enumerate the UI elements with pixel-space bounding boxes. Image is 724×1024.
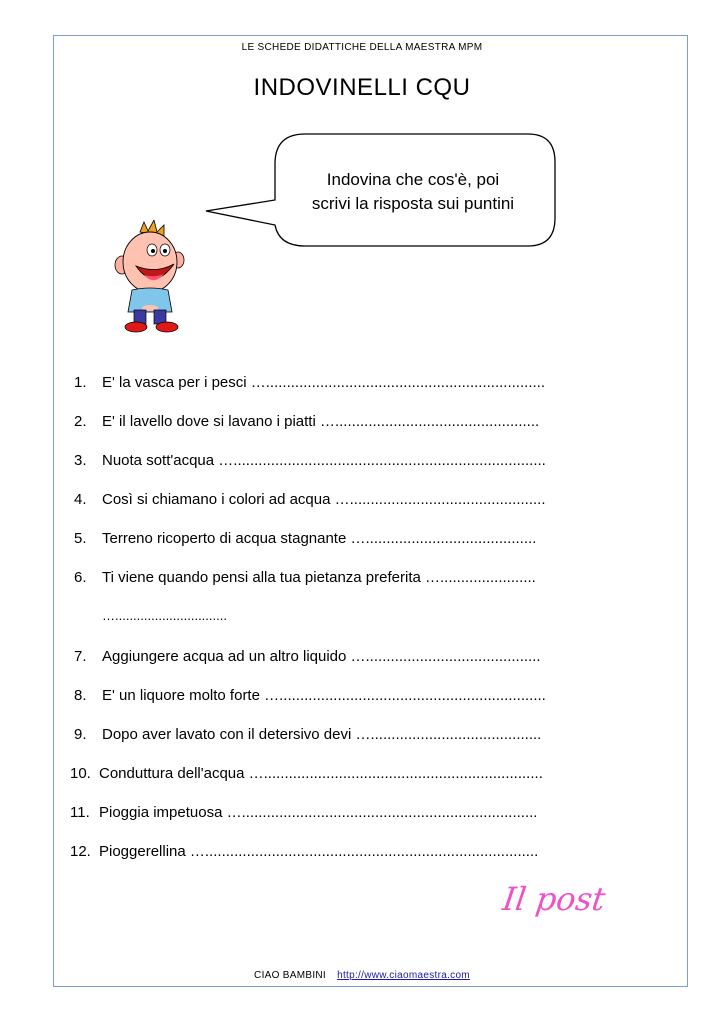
riddle-item-continuation: …............................... xyxy=(102,608,227,623)
riddle-item: 7. Aggiungere acqua ad un altro liquido ….......................................... xyxy=(74,648,541,665)
page-footer xyxy=(0,970,724,981)
riddle-item: 10. Conduttura dell'acqua …................................................................... xyxy=(70,765,543,782)
page-title: INDOVINELLI CQU xyxy=(253,74,471,101)
speech-bubble-text xyxy=(288,168,538,216)
cartoon-boy-icon xyxy=(110,220,190,335)
riddle-item: 2. E' il lavello dove si lavano i piatti …................................................. xyxy=(74,413,540,430)
footer-label: CIAO BAMBINI xyxy=(254,970,326,981)
page-header: LE SCHEDE DIDATTICHE DELLA MAESTRA MPM xyxy=(241,42,483,53)
bubble-line-1: Indovina che cos'è, poi xyxy=(326,170,500,189)
bubble-line-2: scrivi la risposta sui puntini xyxy=(311,194,515,213)
riddle-item: 8. E' un liquore molto forte …................................................................ xyxy=(74,687,546,704)
footer-link[interactable]: http://www.ciaomaestra.com xyxy=(337,970,470,981)
riddle-item: 5. Terreno ricoperto di acqua stagnante …......................................... xyxy=(74,530,537,547)
riddle-item: 6. Ti viene quando pensi alla tua pietanza preferita …....................... xyxy=(74,569,536,586)
riddle-item: 4. Così si chiamano i colori ad acqua …............................................... xyxy=(74,491,546,508)
riddle-item: 1. E' la vasca per i pesci …................................................................... xyxy=(74,374,545,391)
riddle-list xyxy=(70,374,614,882)
riddle-item: 3. Nuota sott'acqua …........................................................................... xyxy=(74,452,546,469)
riddle-item: 11. Pioggia impetuosa …....................................................................... xyxy=(70,804,538,821)
riddle-item: 12. Pioggerellina …................................................................................ xyxy=(70,843,539,860)
riddle-item: 9. Dopo aver lavato con il detersivo devi …......................................... xyxy=(74,726,542,743)
signature-text: Il post xyxy=(500,880,608,918)
